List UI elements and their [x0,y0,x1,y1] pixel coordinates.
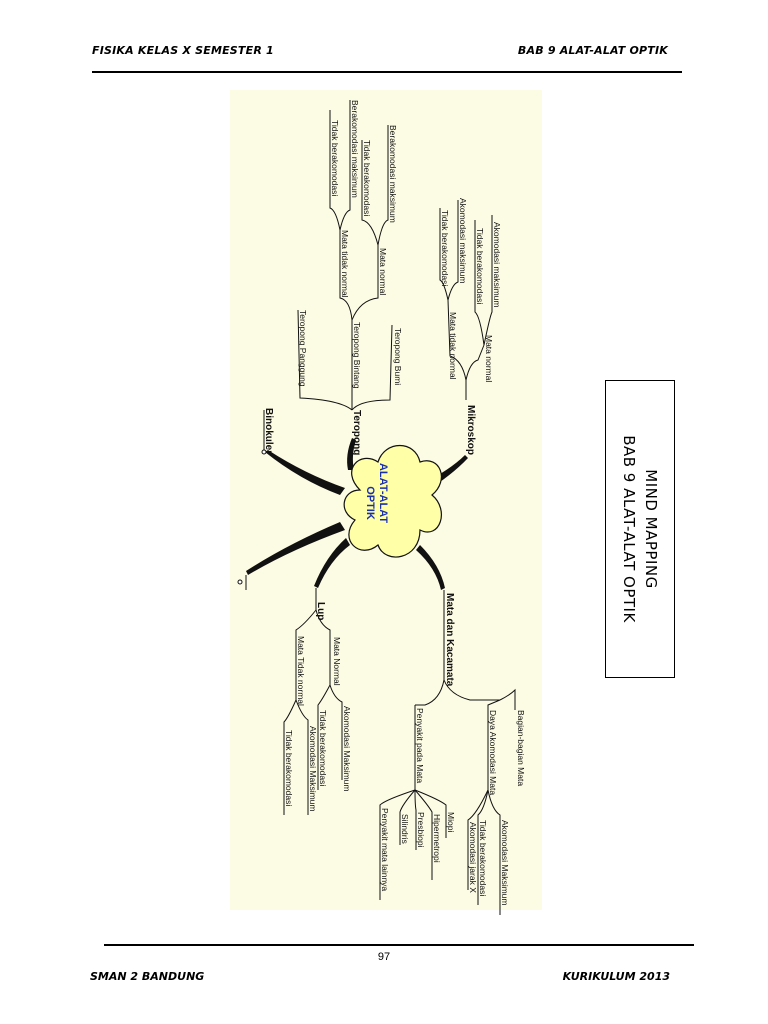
teropong-mn-berakomodasi-maks: Berakomodasi maksimum [388,125,398,223]
teropong-mata-normal: Mata normal [378,248,388,296]
mata-tidak-berakomodasi: Tidak berakomodasi [478,820,488,897]
teropong-bumi: Teropong Bumi [393,328,403,386]
header-left-text: FISIKA KELAS X SEMESTER 1 [92,44,274,57]
footer-rule [104,944,694,946]
center-label-line2: OPTIK [364,486,376,520]
branch-mata-kacamata: Mata dan Kacamata [444,593,455,687]
footer-right-text: KURIKULUM 2013 [562,970,670,983]
lup-mtn-akomodasi-maks: Akomodasi Maksimum [308,726,318,812]
mata-penyakit-lainnya: Penyakit mata lainnya [380,808,390,892]
mikroskop-mtn-akomodasi-maks: Akomodasi maksimum [458,198,468,284]
center-cloud [344,446,441,558]
mikroskop-mn-akomodasi-maks: Akomodasi maksimum [492,222,502,308]
teropong-panggung: Teropong Panggung [298,310,308,387]
mata-akomodasi-jarak-x: Akomodasi jarak X [468,822,478,893]
mikroskop-mn-tidak-berakomodasi: Tidak berakomodasi [475,228,485,305]
mata-penyakit: Penyakit pada Mata [415,708,425,784]
mata-akomodasi-maks: Akomodasi Maksimum [500,820,510,906]
lup-mn-akomodasi-maks: Akomodasi Maksimum [342,706,352,792]
mata-miopi: Miopi [446,812,456,833]
mata-silindris: Silindris [400,814,410,844]
teropong-bintang: Teropong Bintang [352,322,362,389]
title-box [605,380,675,678]
mikroskop-mtn-tidak-berakomodasi: Tidak berakomodasi [440,210,450,287]
mata-hipermetropi: Hipermetropi [432,814,442,863]
branch-mikroskop: Mikroskop [465,405,476,456]
teropong-mtn-tidak-berakomodasi: Tidak berakomodasi [330,120,340,197]
teropong-mtn-berakomodasi-maks: Berakomodasi maksimum [350,100,360,198]
mikroskop-mata-tidak-normal: Mata tidak normal [448,312,458,380]
branch-binokuler: Binokuler [263,408,274,455]
lup-mn-tidak-berakomodasi: Tidak berakomodasi [318,710,328,787]
title-line-2: BAB 9 ALAT-ALAT OPTIK [620,435,638,623]
lup-mata-tidak-normal: Mata Tidak normal [296,636,306,706]
mata-bagian-mata: Bagian-bagian Mata [516,710,526,787]
mikroskop-mata-normal: Mata normal [484,335,494,383]
teropong-mata-tidak-normal: Mata tidak normal [340,230,350,298]
center-label-line1: ALAT-ALAT [377,462,389,524]
footer-left-text: SMAN 2 BANDUNG [90,970,205,983]
branch-lup: Lup [315,602,326,621]
teropong-mn-tidak-berakomodasi: Tidak berakomodasi [362,140,372,217]
branch-teropong: Teropong [351,410,362,456]
lup-mtn-tidak-berakomodasi: Tidak berakomodasi [284,730,294,807]
mata-presbiopi: Presbiopi [416,812,426,848]
title-box-text [618,381,662,677]
lup-mata-normal: Mata Normal [332,637,342,686]
mata-daya-akomodasi: Daya Akomodasi Mata [488,710,498,796]
header-right-text: BAB 9 ALAT-ALAT OPTIK [517,44,668,57]
page-number: 97 [377,951,391,963]
title-line-1: MIND MAPPING [642,469,660,589]
